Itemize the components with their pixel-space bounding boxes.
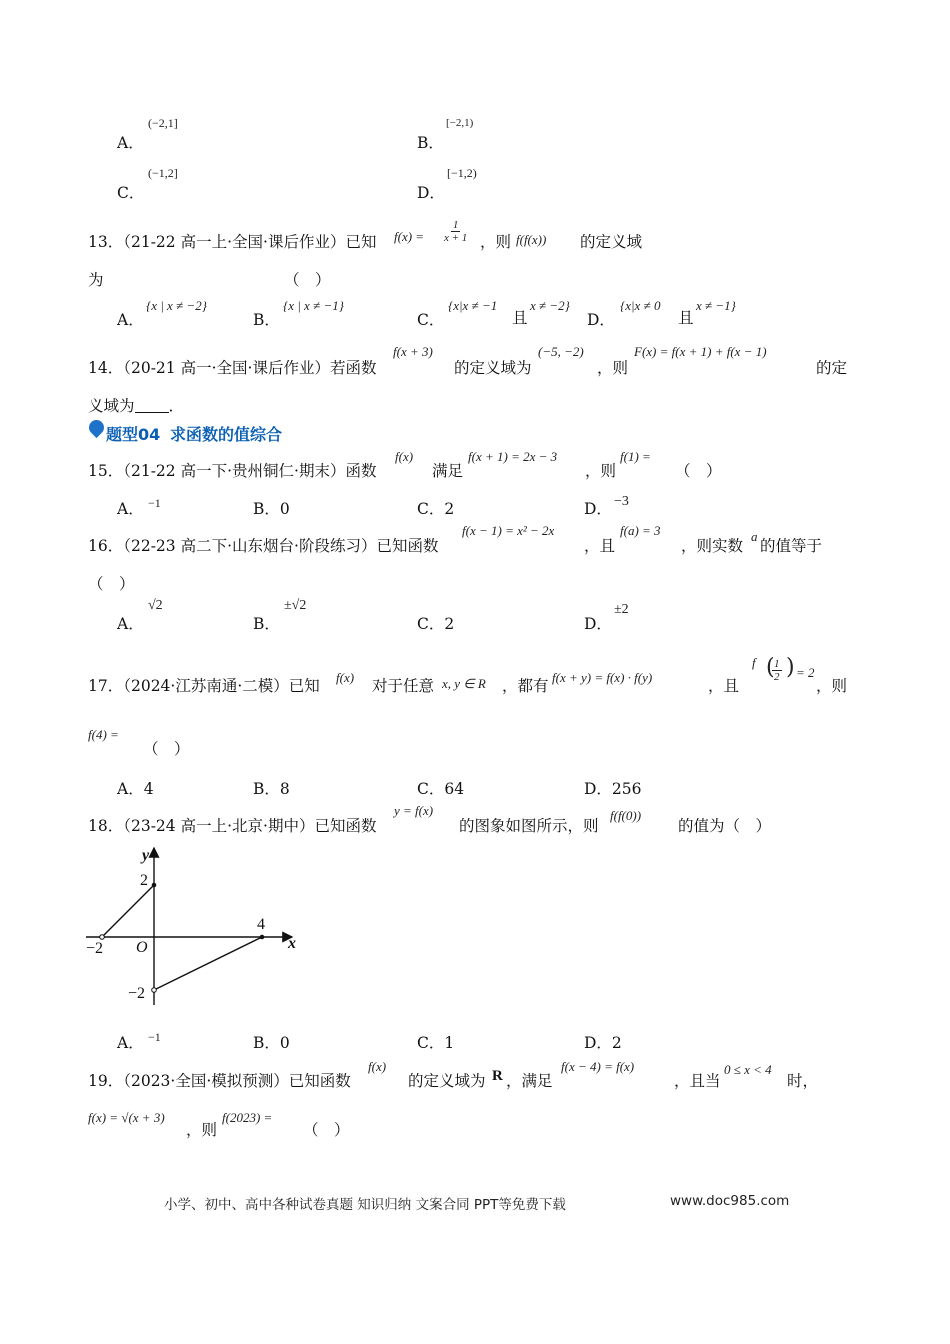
q15-option-c: C．2 <box>417 500 455 518</box>
q19-lead: 19．（2023·全国·模拟预测）已知函数 <box>88 1072 351 1090</box>
q17-option-b: B．8 <box>253 780 290 798</box>
option-a-label: A． <box>117 134 144 152</box>
q13-fraction <box>444 219 467 244</box>
q17-answer-paren: （ ） <box>143 740 190 758</box>
q18-tail: 的值为（ ） <box>678 817 772 835</box>
graph-tick-y-pos: 2 <box>140 872 148 889</box>
q14-mid1: 的定义域为 <box>454 359 532 377</box>
graph-tick-x-pos: 4 <box>257 916 265 933</box>
function-graph <box>82 840 312 1010</box>
graph-segment-left <box>102 885 154 937</box>
graph-tick-x-neg: −2 <box>86 940 104 957</box>
q19-mid3: ，且当 <box>674 1072 721 1090</box>
q17-ask: f(4) = <box>88 727 119 742</box>
q15-mid2: ，则 <box>585 462 617 480</box>
q13-lead: 13．（21-22 高一上·全国·课后作业）已知 <box>88 233 377 251</box>
q16-cond: f(x − 1) = x² − 2x <box>462 523 555 538</box>
q13-option-c-expr1: {x|x ≠ −1 <box>448 298 498 313</box>
q17-f: f(x) <box>336 670 355 685</box>
q19-ask: f(2023) = <box>222 1110 273 1125</box>
q17-cond-f: f <box>752 655 756 670</box>
q19-mid2: ，满足 <box>506 1072 553 1090</box>
footer-text: 小学、初中、高中各种试卷真题 知识归纳 文案合同 PPT等免费下载 <box>164 1197 566 1213</box>
option-d-label: D． <box>417 184 445 202</box>
q17-rparen: ) <box>786 655 795 680</box>
q13-frac-num: 1 <box>452 219 459 231</box>
q13-line2: 为 <box>88 271 104 289</box>
q15-option-a-expr: −1 <box>148 496 161 510</box>
q18-mid: 的图象如图所示，则 <box>459 817 599 835</box>
q13-option-d-and: 且 <box>678 309 694 327</box>
q16-a: a <box>751 529 758 544</box>
q16-option-d-expr: ±2 <box>614 602 629 617</box>
q19-range: 0 ≤ x < 4 <box>724 1062 772 1077</box>
q14-answer-blank[interactable] <box>135 398 169 413</box>
q14-domain: (−5, −2) <box>538 344 584 359</box>
q17-mid: 对于任意 <box>372 677 435 695</box>
q19-f: f(x) <box>368 1059 387 1074</box>
footer-url[interactable]: www.doc985.com <box>670 1193 790 1209</box>
q13-frac-den: x + 1 <box>444 232 468 244</box>
location-pin-icon <box>86 417 107 438</box>
q15-option-d-label: D． <box>584 500 612 518</box>
q15-lead: 15．（21-22 高一下·贵州铜仁·期末）函数 <box>88 462 377 480</box>
q13-option-d-expr2: x ≠ −1} <box>696 298 736 313</box>
section-title: 求函数的值综合 <box>170 425 283 444</box>
q19-mid: 的定义域为 <box>408 1072 486 1090</box>
q13-option-b-expr: {x | x ≠ −1} <box>283 298 344 313</box>
point-neg2-0 <box>100 935 105 940</box>
section-prefix-text: 题型 <box>106 425 139 444</box>
q14-line2 <box>88 396 184 416</box>
option-b-label: B． <box>417 134 444 152</box>
q13-option-c-and: 且 <box>512 309 528 327</box>
q17-frac-num: 1 <box>774 658 780 670</box>
q17-lead: 17．（2024·江苏南通·二模）已知 <box>88 677 320 695</box>
q13-option-d-label: D． <box>587 311 615 329</box>
q17-mid3: ，且 <box>708 677 740 695</box>
point-4-0 <box>260 935 265 940</box>
q16-mid2: ，则实数 <box>681 537 744 555</box>
q13-tail: 的定义域 <box>580 233 643 251</box>
q16-option-b-expr: ±√2 <box>284 598 307 613</box>
q16-tail: 的值等于 <box>760 537 823 555</box>
q13-option-a-label: A． <box>117 311 144 329</box>
q15-cond: f(x + 1) = 2x − 3 <box>468 449 558 464</box>
q16-option-a-label: A． <box>117 615 144 633</box>
graph-x-label: x <box>288 935 296 952</box>
q17-eq: f(x + y) = f(x) · f(y) <box>552 670 653 685</box>
q15-mid: 满足 <box>432 462 464 480</box>
point-0-neg2 <box>152 988 157 993</box>
q18-lead: 18．（23-24 高一上·北京·期中）已知函数 <box>88 817 377 835</box>
q14-end: ． <box>168 397 185 415</box>
q17-option-d: D．256 <box>584 780 642 798</box>
q17-xy: x, y ∈ R <box>442 676 486 691</box>
q15-option-b: B．0 <box>253 500 290 518</box>
q15-f: f(x) <box>395 449 414 464</box>
option-c-label: C． <box>117 184 145 202</box>
q15-ask: f(1) = <box>620 449 651 464</box>
q14-line2-text: 义域为 <box>88 397 135 415</box>
q13-answer-paren: （ ） <box>284 271 331 289</box>
q15-option-d-expr: −3 <box>614 494 629 509</box>
q13-option-b-label: B． <box>253 311 280 329</box>
q19-cond: f(x − 4) = f(x) <box>561 1059 635 1074</box>
q14-mid2: ，则 <box>597 359 629 377</box>
q14-F: F(x) = f(x + 1) + f(x − 1) <box>634 344 767 359</box>
q19-def: f(x) = √(x + 3) <box>88 1110 165 1125</box>
q16-option-a-expr: √2 <box>148 598 163 613</box>
q18-option-b: B．0 <box>253 1034 290 1052</box>
q16-answer-paren: （ ） <box>88 575 135 593</box>
graph-segment-right <box>154 937 262 990</box>
q13-option-c-expr2: x ≠ −2} <box>530 298 570 313</box>
q19-R: R <box>492 1068 503 1084</box>
q17-option-a: A．4 <box>117 780 154 798</box>
q17-option-c: C．64 <box>417 780 465 798</box>
q16-option-b-label: B． <box>253 615 280 633</box>
q17-frac-den: 2 <box>774 671 780 683</box>
q16-mid: ，且 <box>584 537 616 555</box>
q13-fx: f(x) = <box>394 229 425 244</box>
q14-f1: f(x + 3) <box>393 344 433 359</box>
q16-lead: 16．（22-23 高二下·山东烟台·阶段练习）已知函数 <box>88 537 439 555</box>
q14-tail: 的定 <box>816 359 848 377</box>
q18-option-a-label: A． <box>117 1034 144 1052</box>
q18-ask: f(f(0)) <box>610 808 642 823</box>
q15-option-a-label: A． <box>117 500 144 518</box>
option-d-expr: [−1,2) <box>447 166 477 180</box>
q16-option-d-label: D． <box>584 615 612 633</box>
q13-option-d-expr1: {x|x ≠ 0 <box>620 298 661 313</box>
q17-mid2: ，都有 <box>502 677 549 695</box>
graph-y-label: y <box>142 847 150 864</box>
option-b-expr: [−2,1) <box>446 117 474 129</box>
q16-cond2: f(a) = 3 <box>620 523 661 538</box>
q14-lead: 14．（20-21 高一·全国·课后作业）若函数 <box>88 359 377 377</box>
q16-option-c: C．2 <box>417 615 455 633</box>
q13-ffx: f(f(x)) <box>516 232 547 247</box>
section-number: 04 <box>138 425 161 444</box>
point-0-2 <box>152 883 157 888</box>
q19-mid4: ，则 <box>186 1121 218 1139</box>
q13-mid: ，则 <box>480 233 512 251</box>
q17-lparen: ( <box>766 655 775 680</box>
option-c-expr: (−1,2] <box>148 166 178 180</box>
option-a-expr: (−2,1] <box>148 116 178 130</box>
q13-option-c-label: C． <box>417 311 445 329</box>
q19-tail: 时， <box>787 1072 819 1090</box>
q18-option-a-expr: −1 <box>148 1030 161 1044</box>
q18-option-d: D．2 <box>584 1034 622 1052</box>
section-prefix <box>106 422 160 445</box>
q17-tail: ，则 <box>816 677 848 695</box>
q17-cond-frac <box>772 658 782 683</box>
q19-answer-paren: （ ） <box>303 1121 350 1139</box>
q18-option-c: C．1 <box>417 1034 455 1052</box>
q13-option-a-expr: {x | x ≠ −2} <box>146 298 207 313</box>
q18-fn: y = f(x) <box>394 803 434 818</box>
q15-answer-paren: （ ） <box>675 462 722 480</box>
q17-cond-tail: = 2 <box>796 665 815 680</box>
graph-origin-label: O <box>136 939 148 956</box>
graph-tick-y-neg: −2 <box>128 985 146 1002</box>
